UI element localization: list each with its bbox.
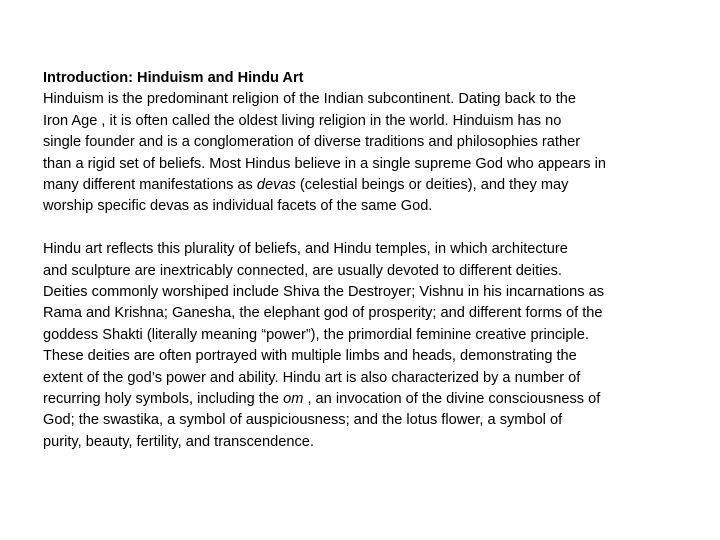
text-line: goddess Shakti (literally meaning “power”), the primordial feminine creative principle.	[43, 326, 589, 343]
text-line: extent of the god’s power and ability. Hindu art is also characterized by a number of	[43, 369, 581, 386]
text-line: These deities are often portrayed with multiple limbs and heads, demonstrating the	[43, 348, 577, 365]
text-line: and sculpture are inextricably connected, are usually devoted to different deities.	[43, 262, 562, 279]
text-line	[43, 175, 683, 196]
text-run: (celestial beings or deities), and they may	[295, 177, 569, 194]
paragraph-hinduism	[43, 89, 683, 217]
text-line: God; the swastika, a symbol of auspiciousness; and the lotus flower, a symbol of	[43, 412, 563, 429]
text-run: recurring holy symbols, including the	[43, 391, 284, 408]
paragraph-hindu-art	[43, 239, 683, 453]
italic-term-devas: devas	[256, 177, 296, 194]
text-line: Iron Age , it is often called the oldest living religion in the world. Hinduism has no	[43, 112, 562, 129]
text-run: many different manifestations as	[43, 177, 257, 194]
text-line: Hinduism is the predominant religion of the Indian subcontinent. Dating back to the	[43, 91, 576, 108]
italic-term-om: om	[283, 391, 304, 408]
text-line: Deities commonly worshiped include Shiva the Destroyer; Vishnu in his incarnations as	[43, 284, 605, 301]
text-line: single founder and is a conglomeration of diverse traditions and philosophies rather	[43, 134, 581, 151]
section-heading: Introduction: Hinduism and Hindu Art	[43, 70, 304, 86]
text-line: Hindu art reflects this plurality of beliefs, and Hindu temples, in which architecture	[43, 241, 568, 258]
text-run: , an invocation of the divine consciousness of	[303, 391, 601, 408]
slide-text-body	[43, 68, 683, 453]
text-line: worship specific devas as individual facets of the same God.	[43, 198, 433, 215]
text-line: than a rigid set of beliefs. Most Hindus believe in a single supreme God who appears in	[43, 155, 606, 172]
text-line: purity, beauty, fertility, and transcendence.	[43, 433, 314, 450]
text-line	[43, 389, 683, 410]
text-line: Rama and Krishna; Ganesha, the elephant god of prosperity; and different forms of the	[43, 305, 603, 322]
